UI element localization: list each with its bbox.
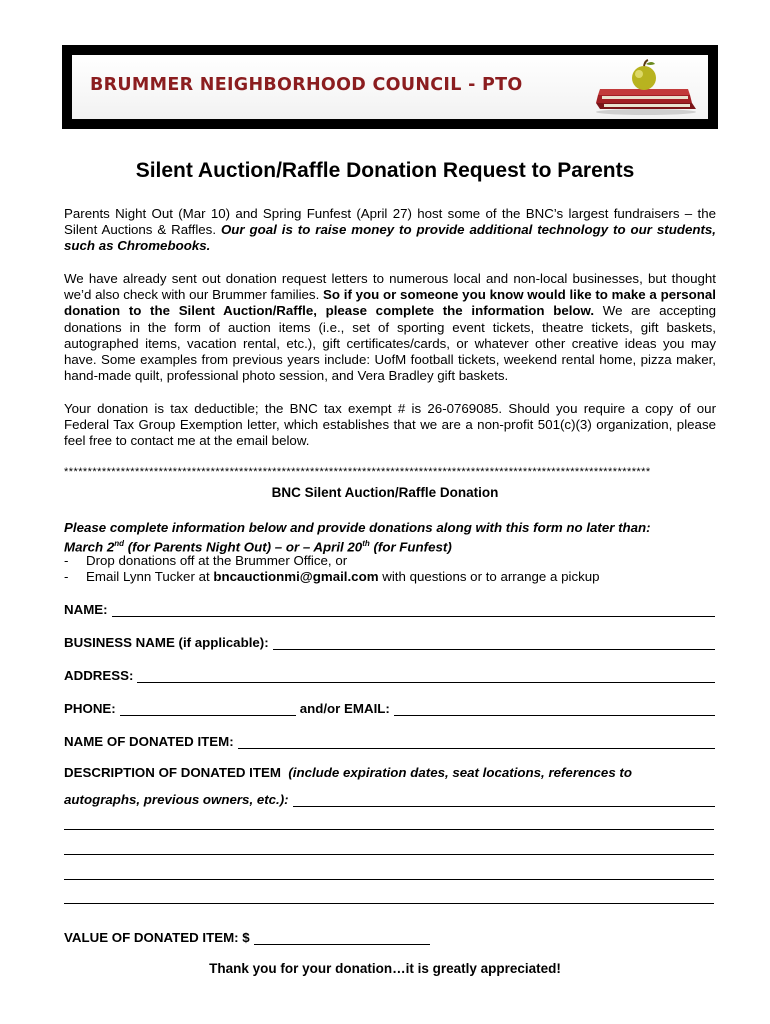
thank-you-note: Thank you for your donation…it is greatly appreciated! [209,961,561,976]
business-name-field[interactable] [273,635,715,650]
request-emphasis: So if you or someone you know would like to make a personal donation to the Silent Auction/Raffle, please complete the information below. [64,287,716,319]
business-label: BUSINESS NAME (if applicable): [64,635,269,650]
deadline-1-suffix: nd [114,539,125,549]
deadline-connector: (for Parents Night Out) – or – April 20 [124,539,363,555]
description-line-2[interactable] [64,815,714,830]
value-field[interactable] [254,930,430,945]
contact-email-link[interactable]: bncauctionmi@gmail.com [213,569,379,585]
address-field[interactable] [137,668,715,683]
description-label-text: DESCRIPTION OF DONATED ITEM [64,765,281,780]
phone-field[interactable] [120,701,296,716]
intro-paragraph [64,206,716,255]
email-text-post: with questions or to arrange a pickup [378,569,600,585]
instruction-list [64,553,716,585]
list-item [64,553,716,569]
deadline-2-suffix: th [362,539,370,549]
separator: **************************************************************************************************************************** [64,466,651,478]
email-label: and/or EMAIL: [299,701,390,716]
name-field[interactable] [112,602,715,617]
email-field[interactable] [394,701,715,716]
bullet-dash: - [64,569,69,585]
apple-on-book-icon [592,59,702,117]
description-hint: (include expiration dates, seat locations, references to [288,765,632,780]
request-text-2: We are accepting donations in the form of auction items (i.e., set of sporting event tickets, theatre tickets, gift baskets, autographed items, vacation rental, etc.), gift certificates/cards, or whatever other creative ideas you may have. Some examples from previous years include: UofM football tickets, weekend rental home, pizza maker, hand-made quilt, professional photo session, and Vera Bradley gift baskets. [64,303,716,384]
address-field-row [64,665,715,683]
address-label: ADDRESS: [64,668,134,683]
deadline-1: March 2 [64,539,115,555]
phone-label: PHONE: [64,701,116,716]
instructions-line: Please complete information below and provide donations along with this form no later than: [64,520,651,535]
description-line-3[interactable] [64,840,714,855]
bullet-dash: - [64,553,69,568]
email-text-pre: Email Lynn Tucker at [86,569,214,585]
value-field-row [64,927,384,945]
dropoff-text: Drop donations off at the Brummer Office, or [86,553,348,568]
tax-paragraph: Your donation is tax deductible; the BNC tax exempt # is 26-0769085. Should you require a copy of our Federal Tax Group Exemption letter, which establishes that we are a non-profit 501(c)(3) organization, please feel free to contact me at the email below. [64,401,716,449]
description-field-row [64,789,715,807]
item-name-label: NAME OF DONATED ITEM: [64,734,234,749]
item-field-row [64,731,715,749]
business-field-row [64,632,715,650]
description-hint-2: autographs, previous owners, etc.): [64,792,289,807]
name-field-row [64,599,715,617]
intro-text: Parents Night Out (Mar 10) and Spring Funfest (April 27) host some of the BNC’s largest fundraisers – the Silent Auctions & Raffles. [64,206,716,238]
goal-statement: Our goal is to raise money to provide additional technology to our students, such as Chromebooks. [64,222,716,254]
organization-name: BRUMMER NEIGHBORHOOD COUNCIL - PTO [90,75,523,95]
section-title: BNC Silent Auction/Raffle Donation [271,485,499,500]
list-item [64,569,716,585]
description-line-5[interactable] [64,889,714,904]
item-name-field[interactable] [238,734,715,749]
header-banner [62,45,718,129]
description-field[interactable] [293,792,715,807]
request-paragraph [64,271,716,384]
value-label: VALUE OF DONATED ITEM: $ [64,930,250,945]
description-label [64,765,715,781]
deadline-2: (for Funfest) [369,539,452,555]
description-line-4[interactable] [64,865,714,880]
name-label: NAME: [64,602,108,617]
instructions [64,520,716,556]
contact-field-row [64,698,715,716]
page-title: Silent Auction/Raffle Donation Request to Parents [135,159,635,182]
header-banner-inner [72,55,708,119]
request-text-1: We have already sent out donation request letters to numerous local and non-local businesses, but thought we’d also check with our Brummer families. [64,271,716,303]
